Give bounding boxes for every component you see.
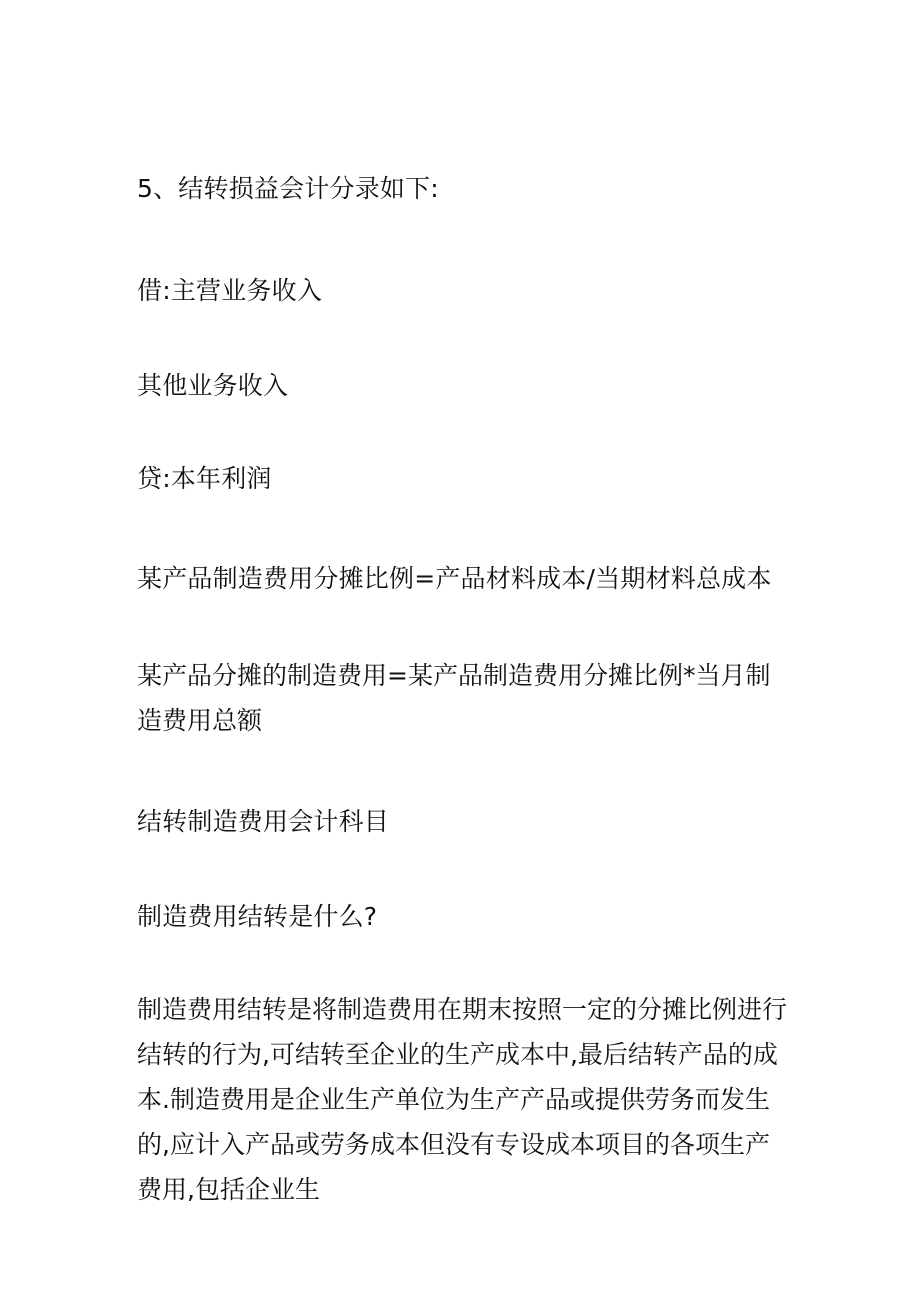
allocation-formula: 某产品分摊的制造费用=某产品制造费用分摊比例*当月制造费用总额	[137, 661, 771, 735]
body-paragraph: 制造费用结转是将制造费用在期末按照一定的分摊比例进行结转的行为,可结转至企业的生产成本中,最后结转产品的成本.制造费用是企业生产单位为生产产品或提供劳务而发生的,应计入产品或劳务成本但没有专设成本项目的各项生产费用,包括企业生	[137, 995, 788, 1204]
journal-entry-debit: 借:主营业务收入	[137, 276, 323, 305]
journal-entry-other-income: 其他业务收入	[137, 371, 289, 400]
section-title: 结转制造费用会计科目	[137, 807, 390, 836]
journal-entry-credit: 贷:本年利润	[137, 464, 272, 493]
ratio-formula: 某产品制造费用分摊比例=产品材料成本/当期材料总成本	[137, 564, 772, 593]
section-heading: 5、结转损益会计分录如下:	[137, 174, 439, 203]
question-heading: 制造费用结转是什么?	[137, 902, 378, 931]
